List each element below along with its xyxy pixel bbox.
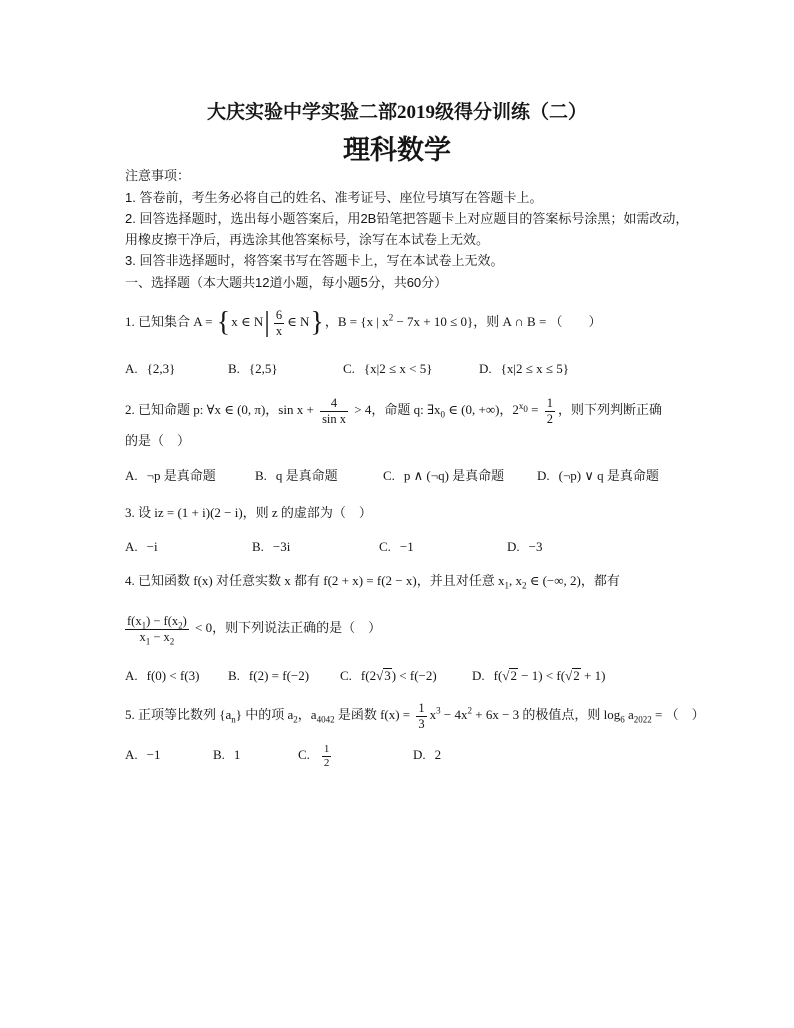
fraction-denominator: sin x bbox=[322, 411, 347, 426]
option-b bbox=[228, 662, 309, 690]
option-label: B. bbox=[228, 361, 240, 376]
option-text: f(0) < f(3) bbox=[146, 668, 200, 683]
question-text: 2. 已知命题 p: ∀x ∈ (0, π)，sin x + bbox=[125, 402, 318, 417]
question-1-options bbox=[125, 357, 685, 381]
option-label: C. bbox=[298, 747, 310, 762]
fraction bbox=[545, 396, 555, 427]
question-text: ，则下列判断正确 bbox=[558, 402, 663, 417]
question-text: = （ ） bbox=[651, 707, 705, 722]
option-text: {x|2 ≤ x ≤ 5} bbox=[500, 361, 569, 376]
option-label: D. bbox=[472, 668, 485, 683]
math-text: ，a bbox=[297, 707, 317, 722]
subject-title: 理科数学 bbox=[343, 135, 451, 165]
option-label: C. bbox=[340, 668, 352, 683]
math-text: , x bbox=[508, 573, 522, 588]
option-label: A. bbox=[125, 468, 138, 483]
fraction bbox=[320, 396, 348, 427]
math-text: ∈ (0, +∞)，2 bbox=[445, 402, 519, 417]
option-a bbox=[125, 357, 175, 381]
option-d bbox=[537, 464, 659, 488]
subscript: 0 bbox=[440, 409, 446, 420]
option-label: D. bbox=[507, 539, 520, 554]
question-1-stem bbox=[125, 302, 602, 342]
question-text: < 0，则下列说法正确的是（ ） bbox=[191, 620, 382, 635]
question-2-stem-continued bbox=[125, 429, 190, 453]
option-label: C. bbox=[379, 539, 391, 554]
section-heading: 一、选择题（本大题共12道小题，每小题5分，共60分） bbox=[125, 275, 448, 290]
subscript: 2 bbox=[169, 636, 175, 647]
option-text: {2,5} bbox=[248, 361, 278, 376]
option-label: B. bbox=[213, 747, 225, 762]
math-text: x bbox=[429, 707, 437, 722]
subscript: 2022 bbox=[633, 714, 652, 725]
option-text: {x|2 ≤ x < 5} bbox=[363, 361, 433, 376]
question-text: + 6x − 3 的极值点，则 log bbox=[471, 707, 621, 722]
subscript: 2 bbox=[178, 620, 183, 631]
question-text: 4. 已知函数 f(x) 对任意实数 x 都有 f(2 + x) = f(2 − x)，并且对任意 x bbox=[125, 573, 505, 588]
exponent bbox=[518, 400, 528, 414]
exponent-base: x bbox=[518, 400, 524, 411]
option-d bbox=[507, 535, 542, 559]
option-d bbox=[472, 662, 605, 690]
option-a bbox=[125, 464, 216, 488]
option-text: 1 bbox=[233, 747, 241, 762]
option-text: {2,3} bbox=[146, 361, 176, 376]
fraction-numerator: 1 bbox=[418, 700, 425, 715]
set-builder-bar: | bbox=[264, 307, 270, 339]
fraction-denominator bbox=[125, 630, 189, 645]
option-label: D. bbox=[537, 468, 550, 483]
option-text: −i bbox=[146, 539, 158, 554]
fraction-denominator: 2 bbox=[323, 756, 330, 769]
fraction-numerator: 6 bbox=[275, 307, 283, 322]
option-b bbox=[255, 464, 338, 488]
option-text: ¬p 是真命题 bbox=[146, 468, 216, 483]
fraction-numerator: 4 bbox=[320, 396, 348, 412]
question-text: ，则 A ∩ B = （ ） bbox=[473, 314, 602, 329]
option-label: B. bbox=[252, 539, 264, 554]
option-text: −3i bbox=[272, 539, 291, 554]
question-2-stem bbox=[125, 390, 662, 430]
math-text: − x bbox=[150, 629, 170, 644]
question-text: 是函数 f(x) = bbox=[334, 707, 414, 722]
option-c bbox=[298, 737, 334, 773]
question-2-options bbox=[125, 464, 685, 488]
subscript: 4042 bbox=[316, 714, 335, 725]
note-line-1: 1. 答卷前，考生务必将自己的姓名、准考证号、座位号填写在答题卡上。 bbox=[125, 190, 543, 205]
option-label: D. bbox=[413, 747, 426, 762]
question-text: > 4，命题 q: ∃x bbox=[351, 402, 441, 417]
option-text: q 是真命题 bbox=[275, 468, 338, 483]
fraction bbox=[322, 743, 332, 770]
option-text: −3 bbox=[528, 539, 543, 554]
option-label: B. bbox=[228, 668, 240, 683]
option-label: D. bbox=[479, 361, 492, 376]
subscript: 1 bbox=[504, 580, 509, 591]
option-text: − 1) < f(√ bbox=[517, 668, 573, 683]
math-text: a bbox=[624, 707, 634, 722]
option-a bbox=[125, 535, 158, 559]
note-line-3: 3. 回答非选择题时，将答案书写在答题卡上，写在本试卷上无效。 bbox=[125, 253, 504, 268]
notes-heading: 注意事项： bbox=[125, 168, 191, 183]
question-text: 1. 已知集合 bbox=[125, 314, 194, 329]
radicand: 3 bbox=[384, 668, 391, 683]
exponent: 2 bbox=[388, 312, 394, 323]
question-text: } 中的项 a bbox=[235, 707, 294, 722]
option-c bbox=[379, 535, 414, 559]
question-5-stem bbox=[125, 695, 705, 735]
question-4-options bbox=[125, 662, 685, 690]
left-brace: { bbox=[216, 307, 231, 339]
right-brace: } bbox=[310, 307, 324, 339]
question-text: 的是（ ） bbox=[125, 433, 191, 448]
math-text: x bbox=[139, 629, 146, 644]
option-label: A. bbox=[125, 668, 138, 683]
fraction bbox=[416, 701, 426, 732]
math-text: ) bbox=[182, 613, 187, 628]
math-text: − 7x + 10 ≤ 0} bbox=[393, 314, 474, 329]
option-label: B. bbox=[255, 468, 267, 483]
question-3-options bbox=[125, 535, 685, 559]
exponent: 2 bbox=[467, 705, 472, 716]
option-text: 2 bbox=[434, 747, 442, 762]
exponent: 3 bbox=[436, 705, 441, 716]
subscript: 1 bbox=[141, 620, 147, 631]
subscript: n bbox=[231, 714, 236, 725]
fraction bbox=[274, 308, 284, 339]
radicand: 2 bbox=[510, 668, 517, 683]
subscript: 2 bbox=[293, 714, 298, 725]
option-label: A. bbox=[125, 361, 138, 376]
fraction-denominator: x bbox=[275, 323, 283, 338]
option-a bbox=[125, 737, 160, 773]
option-b bbox=[213, 737, 240, 773]
question-text: 5. 正项等比数列 {a bbox=[125, 707, 232, 722]
fraction-numerator: 1 bbox=[546, 395, 554, 410]
fraction-numerator: 1 bbox=[323, 742, 330, 755]
option-text: −1 bbox=[399, 539, 414, 554]
question-text: 3. 设 iz = (1 + i)(2 − i)，则 z 的虚部为（ ） bbox=[125, 505, 372, 520]
fraction-numerator bbox=[125, 614, 189, 630]
question-text: ∈ (−∞, 2)，都有 bbox=[526, 573, 620, 588]
note-line-2: 2. 回答选择题时，选出每小题答案后，用2B铅笔把答题卡上对应题目的答案标号涂黑；如需改动， bbox=[125, 211, 689, 226]
question-5-options bbox=[125, 737, 685, 773]
math-text: ) − f(x bbox=[146, 613, 179, 628]
option-c bbox=[383, 464, 504, 488]
option-b bbox=[252, 535, 290, 559]
math-text: = bbox=[527, 402, 542, 417]
math-text: x ∈ N bbox=[231, 314, 264, 329]
subscript: 2 bbox=[521, 580, 527, 591]
exam-title: 大庆实验中学实验二部2019级得分训练（二） bbox=[206, 102, 587, 123]
option-label: A. bbox=[125, 539, 138, 554]
option-text: + 1) bbox=[580, 668, 606, 683]
option-text: f(√ bbox=[493, 668, 510, 683]
math-text: ，B = {x | x bbox=[324, 314, 389, 329]
option-b bbox=[228, 357, 278, 381]
subscript: 1 bbox=[145, 636, 151, 647]
option-text: f(2√ bbox=[360, 668, 384, 683]
option-label: A. bbox=[125, 747, 138, 762]
difference-quotient-fraction bbox=[125, 614, 189, 645]
math-text: − 4x bbox=[440, 707, 468, 722]
option-c bbox=[343, 357, 432, 381]
option-text: −1 bbox=[146, 747, 161, 762]
option-label: C. bbox=[343, 361, 355, 376]
subscript: 6 bbox=[620, 714, 625, 725]
option-a bbox=[125, 662, 199, 690]
math-text: A = bbox=[193, 314, 216, 329]
option-c bbox=[340, 662, 437, 690]
option-text: ) < f(−2) bbox=[391, 668, 437, 683]
subscript: 0 bbox=[523, 403, 528, 414]
question-4-stem-continued bbox=[125, 606, 381, 650]
option-d bbox=[479, 357, 569, 381]
option-d bbox=[413, 737, 441, 773]
question-3-stem bbox=[125, 501, 372, 525]
option-label: C. bbox=[383, 468, 395, 483]
math-text: ∈ N bbox=[287, 314, 310, 329]
fraction-denominator: 3 bbox=[418, 716, 425, 731]
math-text: f(x bbox=[127, 613, 142, 628]
note-line-2-continued: 用橡皮擦干净后，再选涂其他答案标号，涂写在本试卷上无效。 bbox=[125, 232, 490, 247]
radicand: 2 bbox=[573, 668, 580, 683]
option-text: f(2) = f(−2) bbox=[248, 668, 310, 683]
fraction-denominator: 2 bbox=[546, 411, 554, 426]
option-text: p ∧ (¬q) 是真命题 bbox=[403, 468, 505, 483]
option-text: (¬p) ∨ q 是真命题 bbox=[558, 468, 659, 483]
question-4-stem bbox=[125, 569, 620, 593]
